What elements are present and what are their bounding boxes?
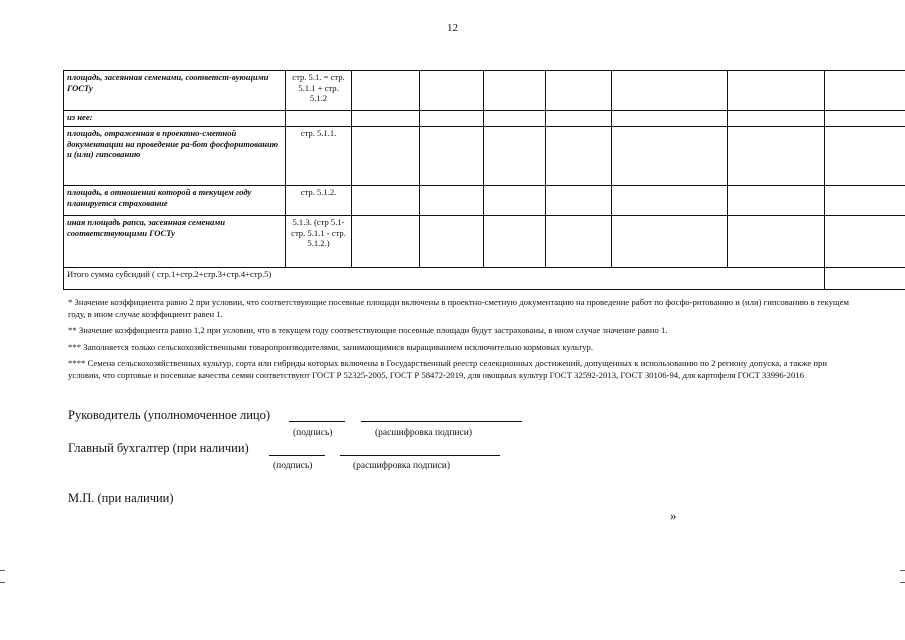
table-row [64,127,905,186]
table-row [64,111,905,127]
row-label: площадь, засеянная семенами, соответст-вующими ГОСТу [64,71,286,111]
head-signature-line[interactable] [289,421,345,422]
row-ref: стр. 5.1.1. [286,127,352,186]
edge-mark [0,570,5,571]
signature-caption: (подпись) [273,461,313,471]
row-ref: 5.1.3. (стр 5.1-стр. 5.1.1 - стр. 5.1.2.) [286,216,352,268]
row-ref [286,111,352,127]
accountant-signature-label: Главный бухгалтер (при наличии) [68,441,249,455]
accountant-signature-line[interactable] [269,455,325,456]
row-ref: стр. 5.1.2. [286,186,352,216]
subsidy-table [63,70,905,290]
decoding-caption: (расшифровка подписи) [375,428,472,438]
table-row [64,71,905,111]
decoding-caption: (расшифровка подписи) [353,461,450,471]
head-decoding-line[interactable] [361,421,522,422]
row-label: площадь, в отношении которой в текущем году планируется страхование [64,186,286,216]
row-label: иная площадь рапса, засеянная семенами соответствующими ГОСТу [64,216,286,268]
table-row [64,186,905,216]
signature-caption: (подпись) [293,428,333,438]
edge-mark [0,582,5,583]
table-row [64,216,905,268]
stamp-label: М.П. (при наличии) [68,491,174,505]
accountant-decoding-line[interactable] [340,455,500,456]
row-ref: стр. 5.1. = стр. 5.1.1 + стр. 5.1.2 [286,71,352,111]
edge-mark [900,570,905,571]
closing-quote: » [670,508,677,523]
page-number: 12 [447,22,458,34]
footnotes [68,296,850,385]
footnote: *** Заполняется только сельскохозяйственными товаропроизводителями, занимающимися выращиванием исключительно кормовых культур. [68,341,593,352]
footnote: ** Значение коэффициента равно 1,2 при условии, что в текущем году соответствующие посевные площади будут застрахованы, в ином случае значение равно 1. [68,325,668,336]
footnote: **** Семена сельскохозяйственных культур, сорта или гибриды которых включены в Государственный реестр селекционных достижений, допущенных к использованию по 2 региону допуска, а также при условии, что сортовые и посевные качества семян соответствуют ГОСТ Р 52325-2005, ГОСТ Р 58472-2019, для овощных культур ГОСТ 32592-2013, ГОСТ 30106-94, для картофеля ГОСТ 33996-2016 [68,357,828,380]
total-row [64,268,905,290]
edge-mark [900,582,905,583]
footnote: * Значение коэффициента равно 2 при условии, что соответствующие посевные площади включены в проектно-сметную документацию на проведение работ по фосфо-ритованию и (или) гипсованию в текущем году, в ином случае коэффициент равен 1. [68,297,849,320]
row-label: из нее: [64,111,286,127]
total-label: Итого сумма субсидий ( стр.1+стр.2+стр.3+стр.4+стр.5) [64,268,825,290]
head-signature-label: Руководитель (уполномоченное лицо) [68,408,271,422]
row-label: площадь, отраженная в проектно-сметной документации на проведение ра-бот фосфоритованию и (или) гипсованию [64,127,286,186]
